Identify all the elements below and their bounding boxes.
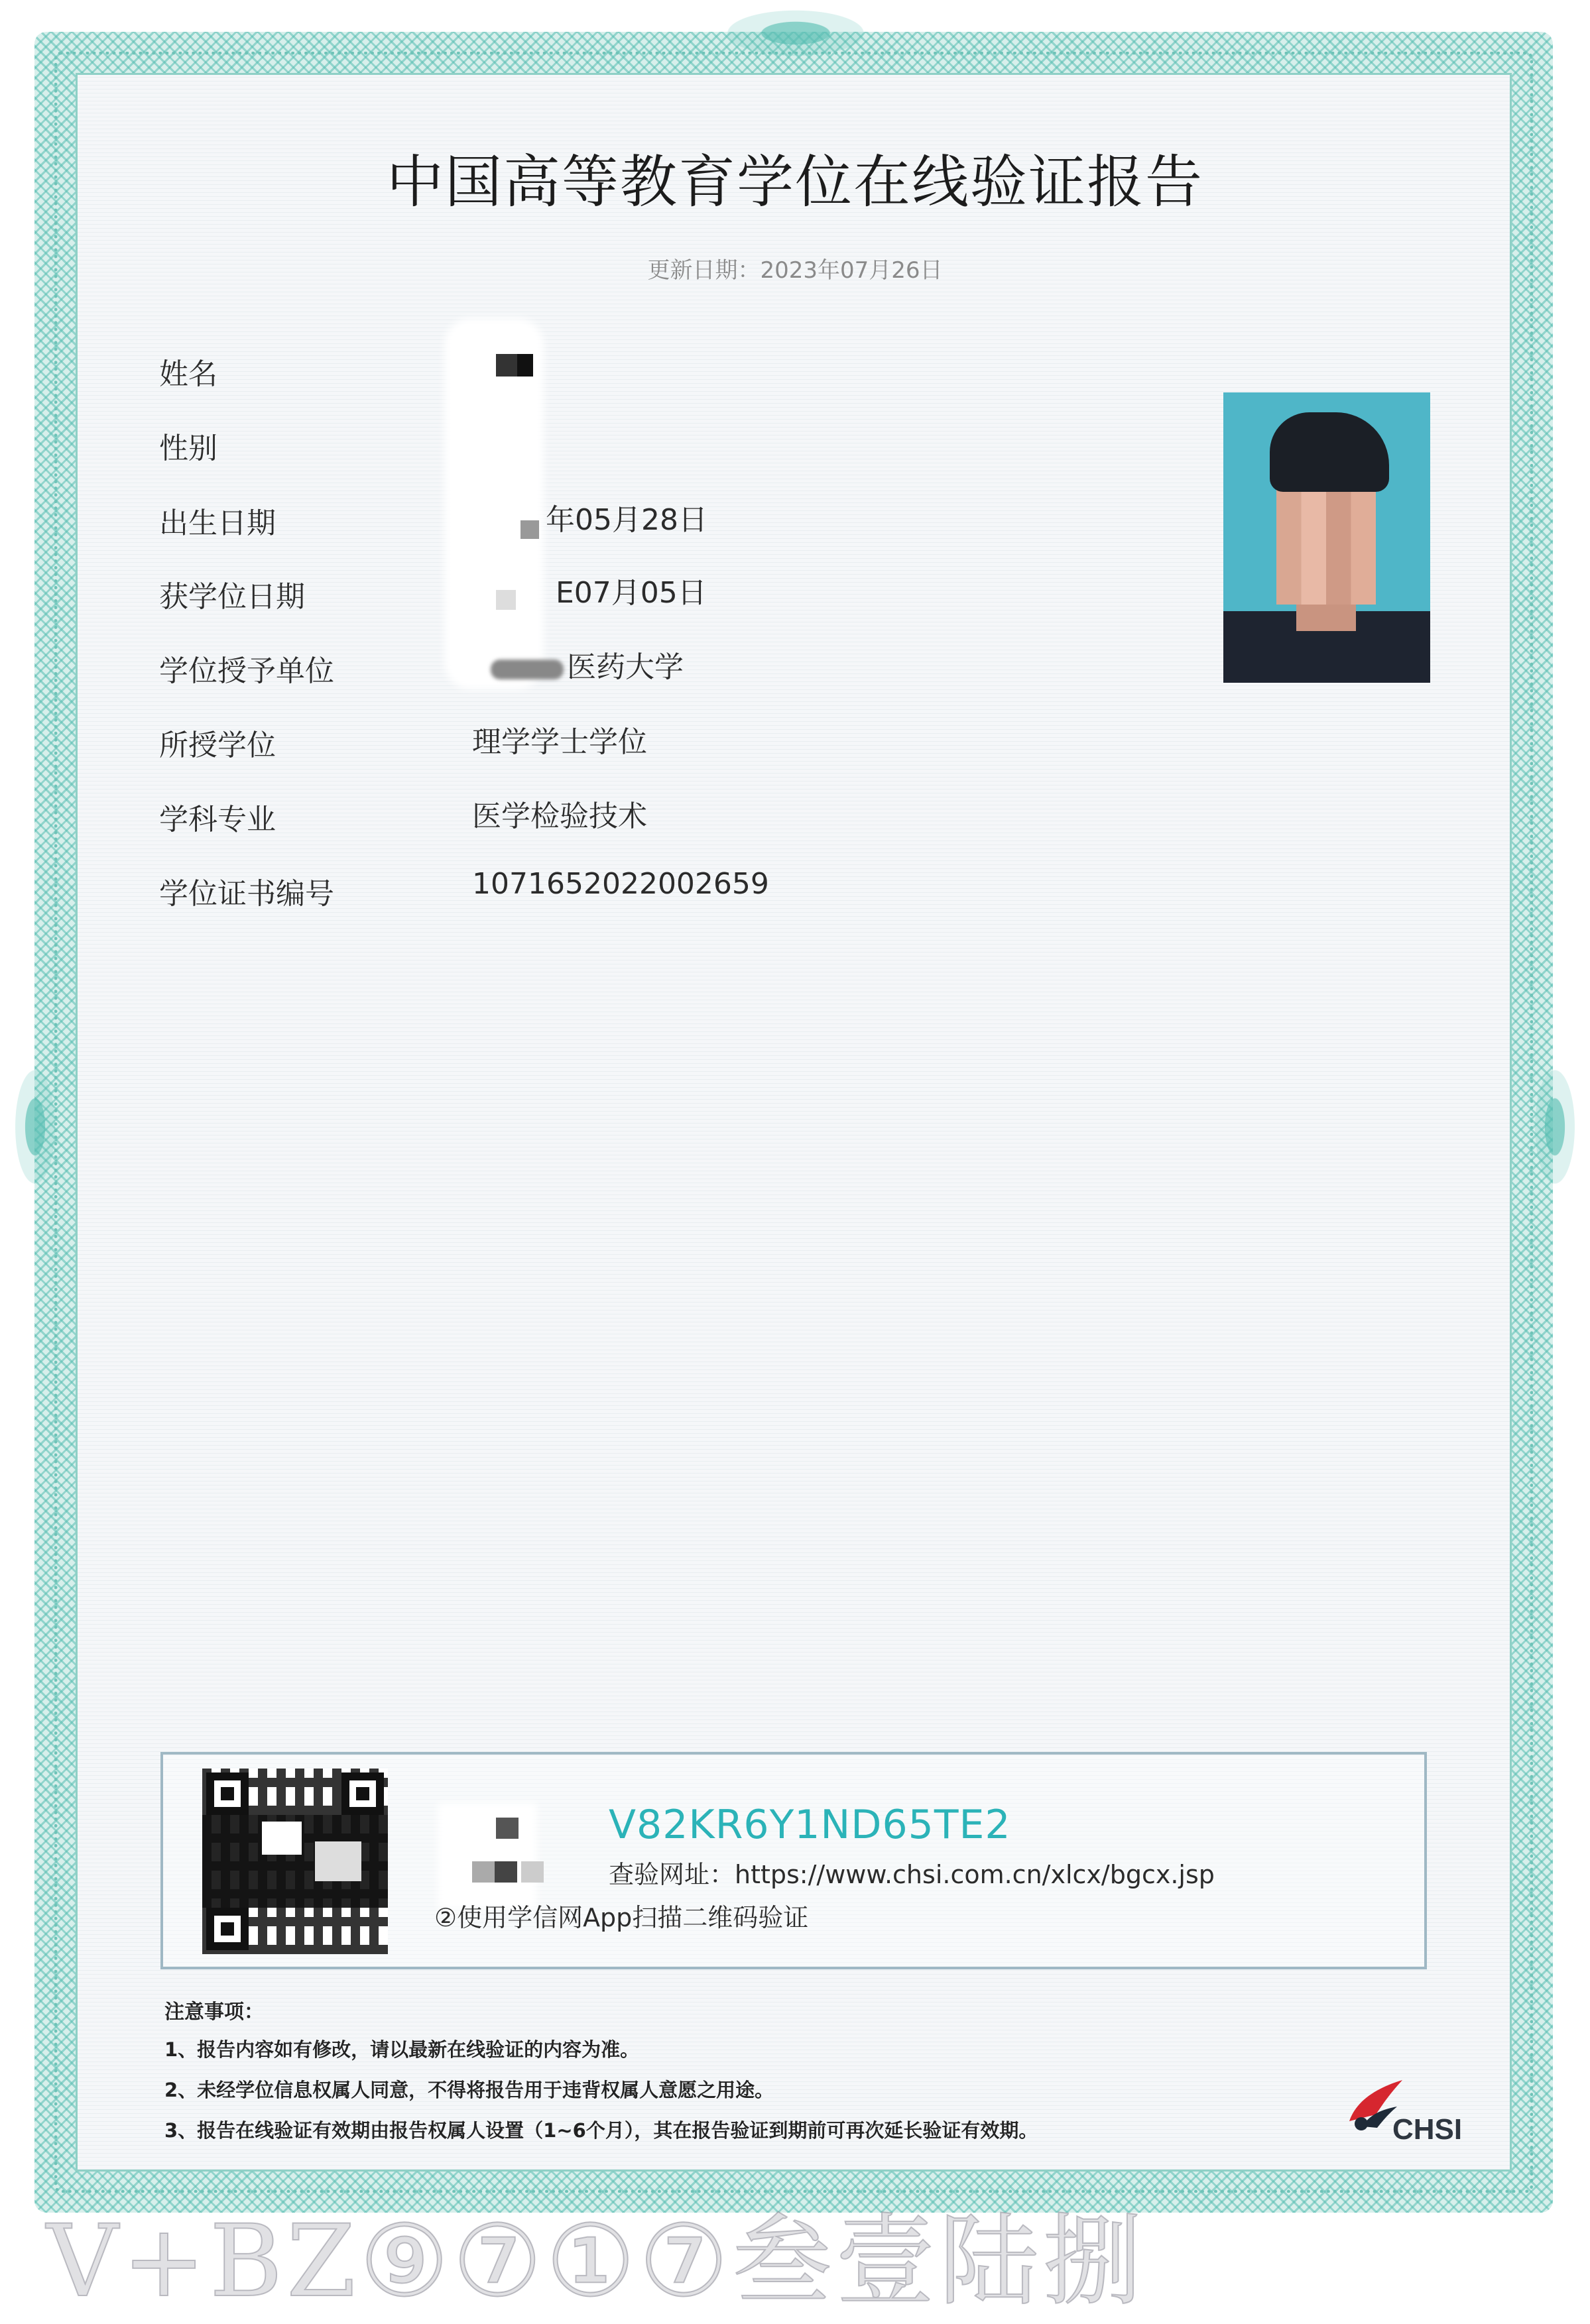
redaction-pixel xyxy=(496,354,517,377)
top-rosette-ornament xyxy=(716,7,875,60)
verification-code: V82KR6Y1ND65TE2 xyxy=(609,1802,1011,1848)
redaction-pixel xyxy=(496,590,516,610)
left-rosette-ornament xyxy=(12,1061,58,1193)
verification-url[interactable]: 查验网址：https://www.chsi.com.cn/xlcx/bgcx.jsp xyxy=(609,1860,1215,1889)
field-label-awarding-institution: 学位授予单位 xyxy=(159,654,334,688)
field-value-birth-date: 年05月28日 xyxy=(546,503,707,537)
note-item: 2、未经学位信息权属人同意，不得将报告用于违背权属人意愿之用途。 xyxy=(164,2079,774,2101)
redaction-pixel xyxy=(472,1861,495,1883)
qr-finder-top-right xyxy=(341,1772,384,1815)
redaction-pixel xyxy=(521,1861,544,1883)
right-rosette-ornament xyxy=(1532,1061,1578,1193)
notes-title: 注意事项： xyxy=(164,2001,264,2024)
redaction-pixel xyxy=(495,1861,517,1883)
redaction-pixel xyxy=(517,354,533,377)
redaction-mask xyxy=(438,1803,537,1909)
watermark-text: V+BZ⑨⑦①⑦叁壹陆捌 xyxy=(46,2204,1146,2319)
field-label-birth-date: 出生日期 xyxy=(159,506,276,540)
qr-finder-bottom-left xyxy=(206,1908,249,1950)
verification-app-instruction: ②使用学信网App扫描二维码验证 xyxy=(434,1903,809,1932)
qr-redaction xyxy=(315,1841,361,1881)
field-value-degree-date: E07月05日 xyxy=(556,576,707,610)
field-value-degree: 理学学士学位 xyxy=(472,725,647,759)
field-value-certificate-number: 1071652022002659 xyxy=(472,867,769,901)
update-date: 更新日期：2023年07月26日 xyxy=(647,257,943,284)
photo-hair xyxy=(1270,412,1389,492)
chsi-logo-text: CHSI xyxy=(1392,2113,1463,2146)
field-label-major: 学科专业 xyxy=(159,803,276,837)
report-title: 中国高等教育学位在线验证报告 xyxy=(387,149,1203,215)
note-item: 1、报告内容如有修改，请以最新在线验证的内容为准。 xyxy=(164,2038,640,2061)
qr-redaction xyxy=(262,1822,302,1855)
field-value-awarding-institution: 医药大学 xyxy=(567,650,684,684)
field-label-gender: 性别 xyxy=(159,432,217,465)
qr-finder-top-left xyxy=(206,1772,249,1815)
redaction-pixel xyxy=(520,520,539,539)
redaction-pixel xyxy=(491,660,564,679)
note-item: 3、报告在线验证有效期由报告权属人设置（1~6个月），其在报告验证到期前可再次延长验证有效期。 xyxy=(164,2119,1038,2142)
qr-code[interactable] xyxy=(202,1769,388,1954)
field-value-major: 医学检验技术 xyxy=(472,799,647,833)
field-label-degree-date: 获学位日期 xyxy=(159,580,305,614)
field-label-certificate-number: 学位证书编号 xyxy=(159,877,334,911)
portrait-photo xyxy=(1223,392,1430,683)
field-label-name: 姓名 xyxy=(159,357,217,391)
redaction-pixel xyxy=(496,1818,519,1839)
field-label-degree: 所授学位 xyxy=(159,728,276,762)
